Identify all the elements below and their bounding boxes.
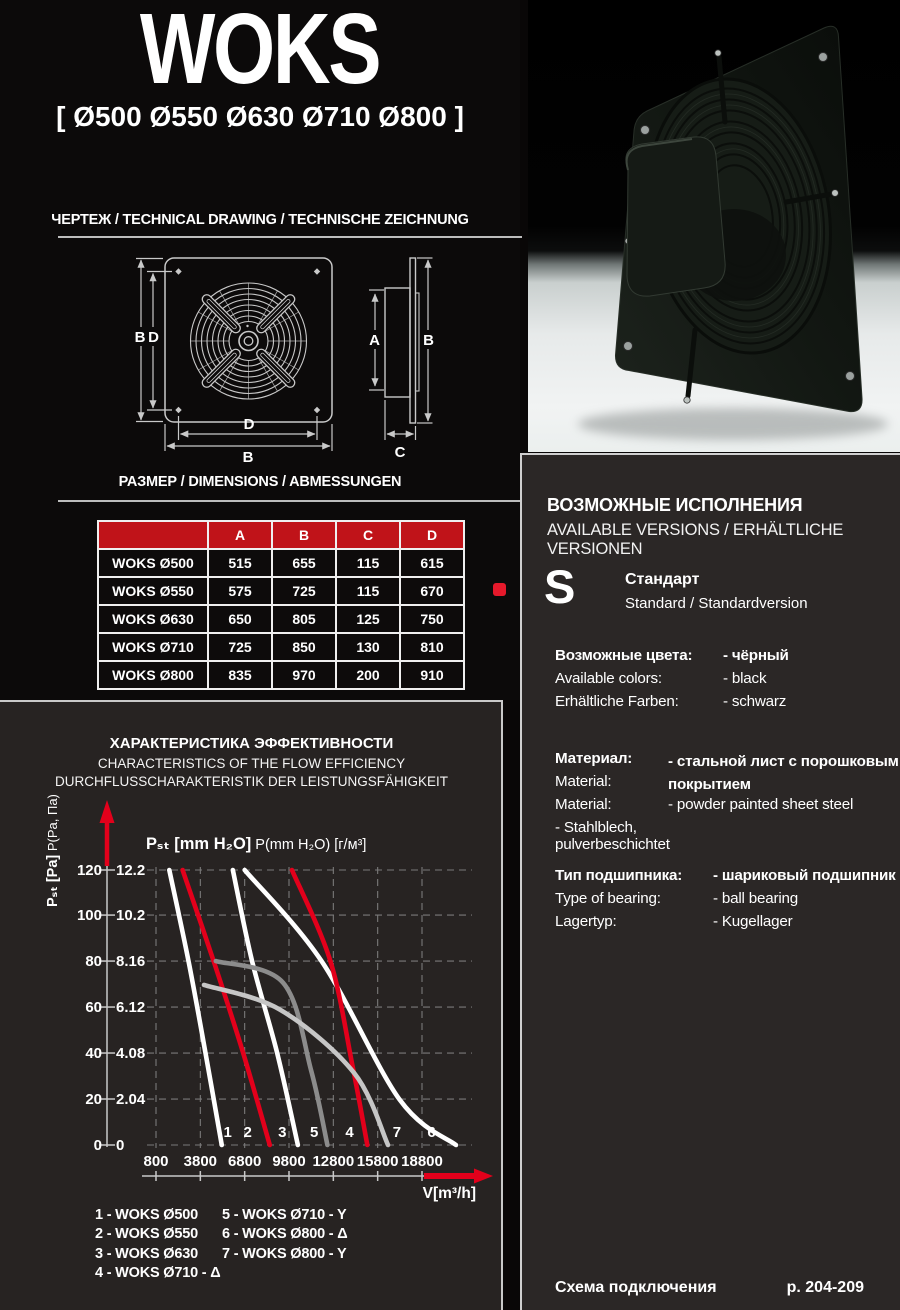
dim-letter-D-left: D [148, 329, 159, 346]
spec-value: - schwarz [723, 693, 787, 710]
table-cell: 130 [336, 633, 400, 661]
page-subtitle: [ Ø500 Ø550 Ø630 Ø710 Ø800 ] [56, 101, 464, 132]
dim-letter-D-bottom: D [243, 416, 255, 433]
table-header-cell: B [272, 521, 336, 549]
legend-item: 6 - WOKS Ø800 - Δ [222, 1226, 348, 1243]
legend-item: 1 - WOKS Ø500 [95, 1207, 198, 1223]
table-cell: 125 [336, 605, 400, 633]
table-cell: 200 [336, 661, 400, 689]
spec-value: - powder painted sheet steel [668, 796, 854, 813]
svg-text:4: 4 [345, 1124, 354, 1141]
chart-legend-column-1 [95, 1206, 220, 1284]
version-code: S [544, 560, 576, 613]
svg-text:6: 6 [427, 1124, 436, 1141]
spec-label: Available colors: [555, 670, 662, 687]
svg-text:2: 2 [243, 1124, 252, 1141]
side-ring [416, 293, 420, 391]
table-cell: 515 [208, 549, 272, 577]
spec-value: - шариковый подшипник [713, 867, 896, 884]
spec-label: Тип подшипника: [555, 867, 683, 884]
table-header-cell: A [208, 521, 272, 549]
version-name-intl: Standard / Standardversion [625, 595, 808, 612]
svg-text:10.2: 10.2 [116, 907, 146, 925]
wiring-diagram-reference: Схема подключения [555, 1279, 717, 1296]
photo-shadow [578, 408, 888, 440]
technical-drawing [60, 243, 520, 478]
legend-item: 4 - WOKS Ø710 - Δ [95, 1265, 221, 1282]
versions-heading-intl: AVAILABLE VERSIONS / ERHÄLTLICHE VERSIONEN [547, 521, 844, 558]
table-cell: WOKS Ø630 [98, 605, 208, 633]
chart-title-ru: ХАРАКТЕРИСТИКА ЭФФЕКТИВНОСТИ [109, 735, 394, 752]
page-reference: p. 204-209 [786, 1279, 864, 1296]
dim-letter-B-bottom: B [242, 449, 254, 466]
spec-colors [555, 647, 888, 716]
spec-label: Lagertyp: [555, 913, 617, 930]
legend-item: 5 - WOKS Ø710 - Y [222, 1207, 347, 1223]
fan-hub-inner [244, 337, 253, 346]
fan-hub-outer [239, 332, 258, 351]
spec-label: Material: [555, 773, 612, 790]
dimensions-table-head [98, 521, 464, 549]
legend-item: 3 - WOKS Ø630 [95, 1245, 198, 1262]
table-cell: 615 [400, 549, 464, 577]
svg-text:60: 60 [85, 999, 102, 1017]
side-plate [410, 258, 416, 423]
table-cell: 725 [208, 633, 272, 661]
svg-text:1: 1 [223, 1124, 232, 1141]
dimensions-section-heading: РАЗМЕР / DIMENSIONS / ABMESSUNGEN [118, 474, 402, 490]
table-cell: 655 [272, 549, 336, 577]
svg-text:12.2: 12.2 [116, 862, 146, 879]
table-row [98, 605, 464, 633]
spec-value: - Stahlblech, pulverbeschichtet [555, 819, 670, 853]
svg-text:5: 5 [309, 1124, 319, 1141]
dim-letter-B-left: B [134, 329, 146, 346]
table-cell: WOKS Ø500 [98, 549, 208, 577]
pressure-axis-title-rotated: Pₛₜ [Pa] P(Pa, Па) [45, 794, 61, 907]
dimensions-table [97, 520, 465, 690]
legend-item: 2 - WOKS Ø550 [95, 1226, 198, 1243]
table-header-cell: C [336, 521, 400, 549]
spec-label: Erhältliche Farben: [555, 693, 679, 710]
legend-item: 7 - WOKS Ø800 - Y [222, 1245, 347, 1262]
right-info-panel [520, 453, 900, 1310]
drawing-section-rule [58, 236, 522, 238]
page-title [0, 0, 520, 105]
table-row [98, 633, 464, 661]
spec-value: - чёрный [723, 647, 789, 664]
spec-label: Возможные цвета: [555, 647, 693, 664]
svg-text:4.08: 4.08 [116, 1045, 146, 1063]
dimensions-table-body [98, 549, 464, 689]
table-cell: 115 [336, 549, 400, 577]
product-photo [528, 0, 900, 452]
front-view [165, 258, 332, 422]
version-name-ru: Стандарт [625, 571, 700, 588]
table-cell: 970 [272, 661, 336, 689]
spec-bearing [555, 867, 898, 936]
table-header-cell [98, 521, 208, 549]
spec-value: - Kugellager [713, 913, 793, 930]
side-motor-body [385, 288, 410, 397]
table-cell: 750 [400, 605, 464, 633]
svg-text:6.12: 6.12 [116, 999, 146, 1017]
chart-title-en: CHARACTERISTICS OF THE FLOW EFFICIENCY [97, 756, 406, 771]
spec-label: Material: [555, 796, 612, 813]
table-header-cell: D [400, 521, 464, 549]
versions-heading-ru: ВОЗМОЖНЫЕ ИСПОЛНЕНИЯ [547, 495, 803, 515]
table-cell: 850 [272, 633, 336, 661]
svg-text:3800: 3800 [183, 1153, 218, 1170]
table-row [98, 549, 464, 577]
table-row [98, 577, 464, 605]
dim-letter-C-side: C [394, 444, 406, 461]
pressure-axis-title: Pₛₜ [mm H₂O] P(mm H₂O) [г/м³] [146, 835, 367, 853]
table-cell: 725 [272, 577, 336, 605]
svg-text:3: 3 [278, 1124, 287, 1141]
spec-value: - стальной лист с порошковым покрытием [668, 753, 899, 793]
svg-text:9800: 9800 [272, 1153, 306, 1170]
spec-value: - ball bearing [713, 890, 799, 907]
svg-text:8.16: 8.16 [116, 953, 146, 971]
svg-text:15800: 15800 [356, 1153, 399, 1170]
table-cell: 115 [336, 577, 400, 605]
table-cell: 650 [208, 605, 272, 633]
svg-text:0: 0 [93, 1137, 102, 1154]
side-view [385, 258, 419, 423]
spec-material [555, 750, 900, 853]
chart-legend-column-2 [222, 1206, 347, 1264]
spec-label: Материал: [555, 750, 633, 767]
svg-text:80: 80 [85, 953, 102, 971]
dim-letter-A-side: A [369, 332, 380, 349]
table-cell: 575 [208, 577, 272, 605]
svg-text:2.04: 2.04 [116, 1091, 146, 1109]
chart-title-de: DURCHFLUSSCHARAKTERISTIK DER LEISTUNGSFÄHIGKEIT [54, 774, 449, 789]
svg-text:40: 40 [85, 1045, 102, 1063]
svg-text:800: 800 [143, 1153, 169, 1170]
page-title-text: WOKS [140, 0, 380, 105]
table-cell: 910 [400, 661, 464, 689]
svg-text:12800: 12800 [312, 1153, 355, 1170]
spec-label: Type of bearing: [555, 890, 661, 907]
dimensions-section-rule [58, 500, 522, 502]
svg-text:7: 7 [392, 1124, 402, 1141]
fan-hub-dot [246, 325, 248, 327]
table-cell: WOKS Ø710 [98, 633, 208, 661]
flow-axis-title: V[m³/h] [422, 1185, 476, 1202]
svg-text:0: 0 [116, 1137, 125, 1154]
table-cell: WOKS Ø800 [98, 661, 208, 689]
table-cell: 805 [272, 605, 336, 633]
table-header-row [98, 521, 464, 549]
svg-text:18800: 18800 [401, 1153, 443, 1170]
spec-value: - black [723, 670, 767, 687]
table-cell: 670 [400, 577, 464, 605]
table-cell: 810 [400, 633, 464, 661]
version-red-marker [493, 583, 506, 596]
motor-cover [626, 137, 725, 296]
svg-text:120: 120 [76, 862, 102, 879]
svg-text:6800: 6800 [227, 1153, 262, 1170]
svg-text:20: 20 [85, 1091, 102, 1109]
drawing-section-heading: ЧЕРТЕЖ / TECHNICAL DRAWING / TECHNISCHE ZEICHNUNG [51, 212, 469, 228]
table-cell: 835 [208, 661, 272, 689]
dim-letter-B-side: B [423, 332, 434, 349]
table-row [98, 661, 464, 689]
svg-text:100: 100 [76, 907, 102, 925]
table-cell: WOKS Ø550 [98, 577, 208, 605]
